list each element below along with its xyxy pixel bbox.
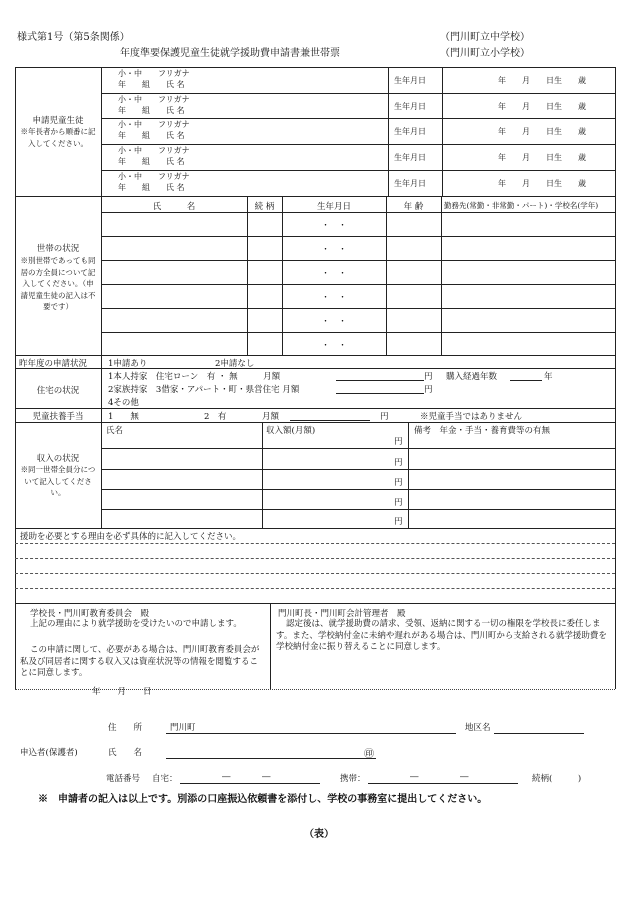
allowance-amount-field[interactable] bbox=[290, 410, 370, 421]
child-row-furigana[interactable]: 小・中 フリガナ bbox=[118, 95, 190, 104]
child-row-name[interactable]: 年 組 氏 名 bbox=[118, 157, 185, 166]
child-birth-value[interactable]: 年 月 日生 歳 bbox=[498, 76, 586, 85]
school-junior-high: （門川町立中学校） bbox=[440, 32, 530, 43]
child-row-name[interactable]: 年 組 氏 名 bbox=[118, 183, 185, 192]
page-label: （表） bbox=[304, 829, 334, 840]
housing-years-field[interactable] bbox=[510, 370, 542, 381]
child-row-name[interactable]: 年 組 氏 名 bbox=[118, 80, 185, 89]
income-yen-unit: 円 bbox=[394, 458, 403, 468]
child-birth-label: 生年月日 bbox=[394, 153, 426, 162]
mobile-phone-field[interactable] bbox=[368, 783, 518, 784]
housing-family-rental[interactable]: 2家族持家 3借家・アパート・町・県営住宅 月額 bbox=[108, 385, 300, 395]
address-label: 住 所 bbox=[108, 723, 143, 733]
income-yen-unit: 円 bbox=[394, 498, 403, 508]
prev-year-option-yes[interactable]: 1申請あり bbox=[108, 359, 148, 369]
child-birth-label: 生年月日 bbox=[394, 76, 426, 85]
footer-note: ※ 申請者の記入は以上です。別添の口座振込依頼書を添付し、学校の事務室に提出してください。 bbox=[38, 794, 488, 805]
housing-yen-1: 円 bbox=[424, 372, 433, 382]
child-row-name[interactable]: 年 組 氏 名 bbox=[118, 106, 185, 115]
school-elementary: （門川町立小学校） bbox=[440, 48, 530, 59]
child-row-furigana[interactable]: 小・中 フリガナ bbox=[118, 120, 190, 129]
household-col-relation: 続 柄 bbox=[254, 202, 275, 212]
district-field[interactable] bbox=[494, 733, 584, 734]
home-phone-label: 自宅： bbox=[152, 774, 178, 784]
guardian-name-field[interactable] bbox=[166, 758, 376, 759]
child-birth-value[interactable]: 年 月 日生 歳 bbox=[498, 127, 586, 136]
reason-line[interactable] bbox=[15, 573, 615, 574]
household-birthdate-field[interactable]: ・ ・ bbox=[321, 293, 347, 303]
home-phone-dash: ― bbox=[222, 772, 231, 782]
consent-right-p1: 認定後は、就学援助費の請求、受領、返納に関する一切の権限を学校長に委任します。また、学校納付金に未納や遅れがある場合は、門川町から支給される就学援助費を学校納付金に振り替えることに同意します。 bbox=[276, 619, 607, 652]
consent-left-p1: 上記の理由により就学援助を受けたいので申請します。 bbox=[30, 619, 242, 629]
household-birthdate-field[interactable]: ・ ・ bbox=[321, 341, 347, 351]
household-section-note: ※別世帯であっても同居の方全員について記入してください。（申請児童生徒の記入は不要です） bbox=[20, 256, 96, 311]
allowance-label: 児童扶養手当 bbox=[32, 412, 84, 422]
home-phone-dash: ― bbox=[262, 772, 271, 782]
consent-left-p2: この申請に関して、必要がある場合は、門川町教育委員会が私及び同居者に関する収入又は資産状況等の情報を閲覧することに同意します。 bbox=[20, 645, 260, 678]
housing-other[interactable]: 4その他 bbox=[108, 398, 139, 408]
income-col-name: 氏名 bbox=[106, 426, 124, 436]
income-section-label: 収入の状況 bbox=[36, 454, 80, 464]
household-col-name: 氏 名 bbox=[152, 202, 196, 212]
income-yen-unit: 円 bbox=[394, 517, 403, 527]
consent-left-addressee: 学校長・門川町教育委員会 殿 bbox=[30, 609, 150, 619]
household-birthdate-field[interactable]: ・ ・ bbox=[321, 245, 347, 255]
child-birth-value[interactable]: 年 月 日生 歳 bbox=[498, 179, 586, 188]
mobile-phone-dash: ― bbox=[460, 772, 469, 782]
phone-label: 電話番号 bbox=[106, 774, 141, 784]
child-birth-value[interactable]: 年 月 日生 歳 bbox=[498, 153, 586, 162]
income-yen-unit: 円 bbox=[394, 478, 403, 488]
prev-year-label: 昨年度の申請状況 bbox=[19, 359, 88, 369]
address-value: 門川町 bbox=[170, 723, 196, 733]
reason-line[interactable] bbox=[15, 588, 615, 589]
household-col-workplace: 勤務先(常勤・非常勤・パート)・学校名(学年) bbox=[444, 201, 599, 210]
child-birth-value[interactable]: 年 月 日生 歳 bbox=[498, 102, 586, 111]
reason-line[interactable] bbox=[15, 558, 615, 559]
child-birth-label: 生年月日 bbox=[394, 127, 426, 136]
income-col-amount: 収入額(月額) bbox=[266, 426, 316, 436]
household-section-label: 世帯の状況 bbox=[36, 244, 80, 254]
household-col-birthdate: 生年月日 bbox=[316, 202, 351, 212]
housing-year-unit: 年 bbox=[544, 372, 553, 382]
guardian-label: 申込者(保護者) bbox=[20, 748, 78, 758]
mobile-phone-label: 携帯： bbox=[340, 774, 366, 784]
prev-year-option-no[interactable]: 2申請なし bbox=[215, 359, 255, 369]
mobile-phone-dash: ― bbox=[410, 772, 419, 782]
child-birth-label: 生年月日 bbox=[394, 102, 426, 111]
consent-date[interactable]: 年 月 日 bbox=[92, 687, 152, 697]
name-label: 氏 名 bbox=[108, 748, 143, 758]
housing-label: 住宅の状況 bbox=[36, 386, 80, 396]
housing-rent-amount-field[interactable] bbox=[336, 383, 424, 394]
child-row-furigana[interactable]: 小・中 フリガナ bbox=[118, 69, 190, 78]
household-birthdate-field[interactable]: ・ ・ bbox=[321, 317, 347, 327]
relation-field[interactable]: 続柄( ) bbox=[532, 774, 582, 784]
child-row-furigana[interactable]: 小・中 フリガナ bbox=[118, 172, 190, 181]
household-birthdate-field[interactable]: ・ ・ bbox=[321, 269, 347, 279]
home-phone-field[interactable] bbox=[180, 783, 320, 784]
allowance-monthly-label: 月額 bbox=[262, 412, 280, 422]
household-birthdate-field[interactable]: ・ ・ bbox=[321, 221, 347, 231]
form-title: 年度準要保護児童生徒就学援助費申請書兼世帯票 bbox=[120, 48, 340, 59]
housing-purchase-years-label: 購入経過年数 bbox=[446, 372, 498, 382]
district-label: 地区名 bbox=[465, 723, 491, 733]
allowance-note: ※児童手当ではありません bbox=[420, 412, 523, 422]
income-section-note: ※同一世帯全員分について記入してください。 bbox=[20, 465, 96, 497]
housing-own-home[interactable]: 1本人持家 住宅ローン 有 ・ 無 月額 bbox=[108, 372, 281, 382]
allowance-yen: 円 bbox=[380, 412, 389, 422]
child-row-furigana[interactable]: 小・中 フリガナ bbox=[118, 146, 190, 155]
form-number: 様式第1号（第5条関係） bbox=[17, 32, 130, 43]
income-col-notes: 備考 年金・手当・養育費等の有無 bbox=[414, 426, 551, 436]
applicant-section-note: ※年長者から順番に記入してください。 bbox=[20, 127, 96, 148]
housing-yen-2: 円 bbox=[424, 385, 433, 395]
seal-mark: ㊞ bbox=[364, 749, 374, 760]
consent-right-addressee: 門川町長・門川町会計管理者 殿 bbox=[278, 609, 406, 619]
address-field[interactable] bbox=[166, 733, 456, 734]
allowance-yes[interactable]: 2 有 bbox=[204, 412, 227, 422]
household-col-age: 年 齢 bbox=[403, 202, 424, 212]
reason-label: 援助を必要とする理由を必ず具体的に記入してください。 bbox=[20, 532, 242, 542]
child-row-name[interactable]: 年 組 氏 名 bbox=[118, 131, 185, 140]
child-birth-label: 生年月日 bbox=[394, 179, 426, 188]
housing-loan-amount-field[interactable] bbox=[336, 370, 424, 381]
income-yen-unit: 円 bbox=[394, 437, 403, 447]
applicant-section-label: 申請児童生徒 bbox=[32, 116, 84, 126]
allowance-none[interactable]: 1 無 bbox=[108, 412, 139, 422]
